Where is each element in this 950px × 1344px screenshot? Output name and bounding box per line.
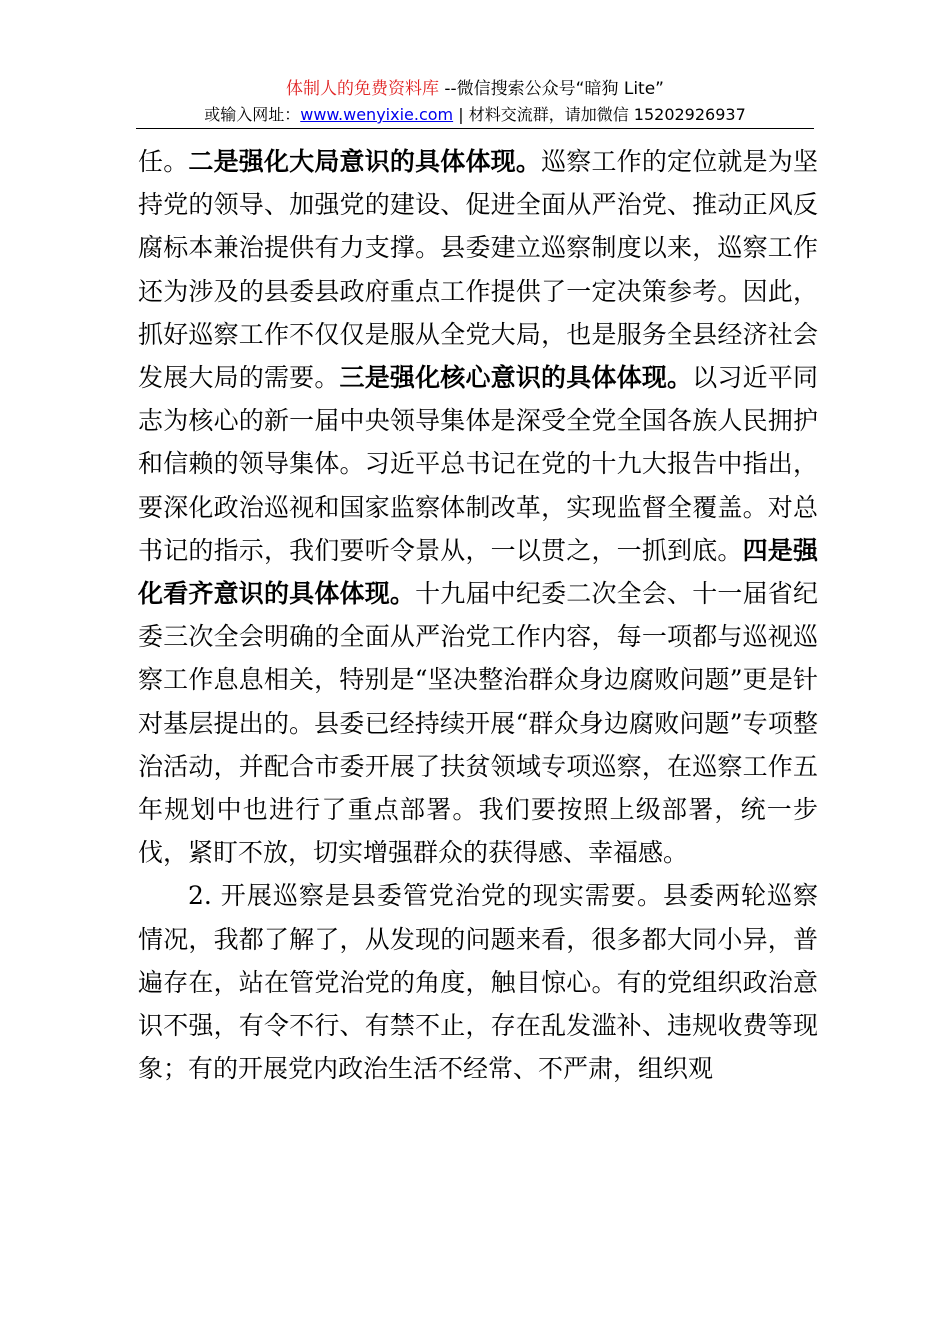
paragraph-text: 2. 开展巡察是县委管党治党的现实需要。县委两轮巡察情况，我都了解了，从发现的问题来看，很多都大同小异，普遍存在，站在管党治党的角度，触目惊心。有的党组织政治意识不强，有令不行、有禁不止，存在乱发滥补、违规收费等现象；有的开展党内政治生活不经常、不严肃，组织观: [138, 881, 818, 1084]
header-contact-line: [0, 104, 950, 126]
paragraph-text: 以习近平同志为核心的新一届中央领导集体是深受全党全国各族人民拥护和信赖的领导集体。习近平总书记在党的十九大报告中指出，要深化政治巡视和国家监察体制改革，实现监督全覆盖。对总书记的指示，我们要听令景从，一以贯之，一抓到底。: [138, 363, 818, 565]
paragraph-text: 任。: [138, 147, 189, 176]
header-contact: | 材料交流群，请加微信 15202926937: [453, 105, 746, 124]
bold-heading: 三是强化核心意识的具体体现。: [339, 363, 693, 393]
paragraph-text: 十九届中纪委二次全会、十一届省纪委三次全会明确的全面从严治党工作内容，每一项都与巡视巡察工作息息相关，特别是“坚决整治群众身边腐败问题”更是针对基层提出的。县委已经持续开展“群众身边腐败问题”专项整治活动，并配合市委开展了扶贫领域专项巡察，在巡察工作五年规划中也进行了重点部署。我们要按照上级部署，统一步伐，紧盯不放，切实增强群众的获得感、幸福感。: [138, 579, 818, 868]
document-body: [138, 140, 818, 1090]
paragraph-text: 巡察工作的定位就是为坚持党的领导、加强党的建设、促进全面从严治党、推动正风反腐标本兼治提供有力支撑。县委建立巡察制度以来，巡察工作还为涉及的县委县政府重点工作提供了一定决策参考。因此，抓好巡察工作不仅仅是服从全党大局，也是服务全县经济社会发展大局的需要。: [138, 147, 818, 393]
header-tagline: --微信搜索公众号“暗狗 Lite”: [438, 79, 664, 99]
bold-heading: 四是强化看齐意识的具体体现。: [138, 535, 818, 609]
header-url-prefix: 或输入网址：: [204, 105, 301, 124]
body-paragraph-2: [138, 874, 818, 1090]
header-banner: [0, 78, 950, 100]
body-paragraph-1: [138, 140, 818, 874]
header-url-link[interactable]: www.wenyixie.com: [300, 105, 454, 124]
bold-heading: 二是强化大局意识的具体体现。: [188, 147, 542, 176]
header-divider: [136, 128, 814, 129]
header-brand: 体制人的免费资料库: [285, 79, 439, 99]
